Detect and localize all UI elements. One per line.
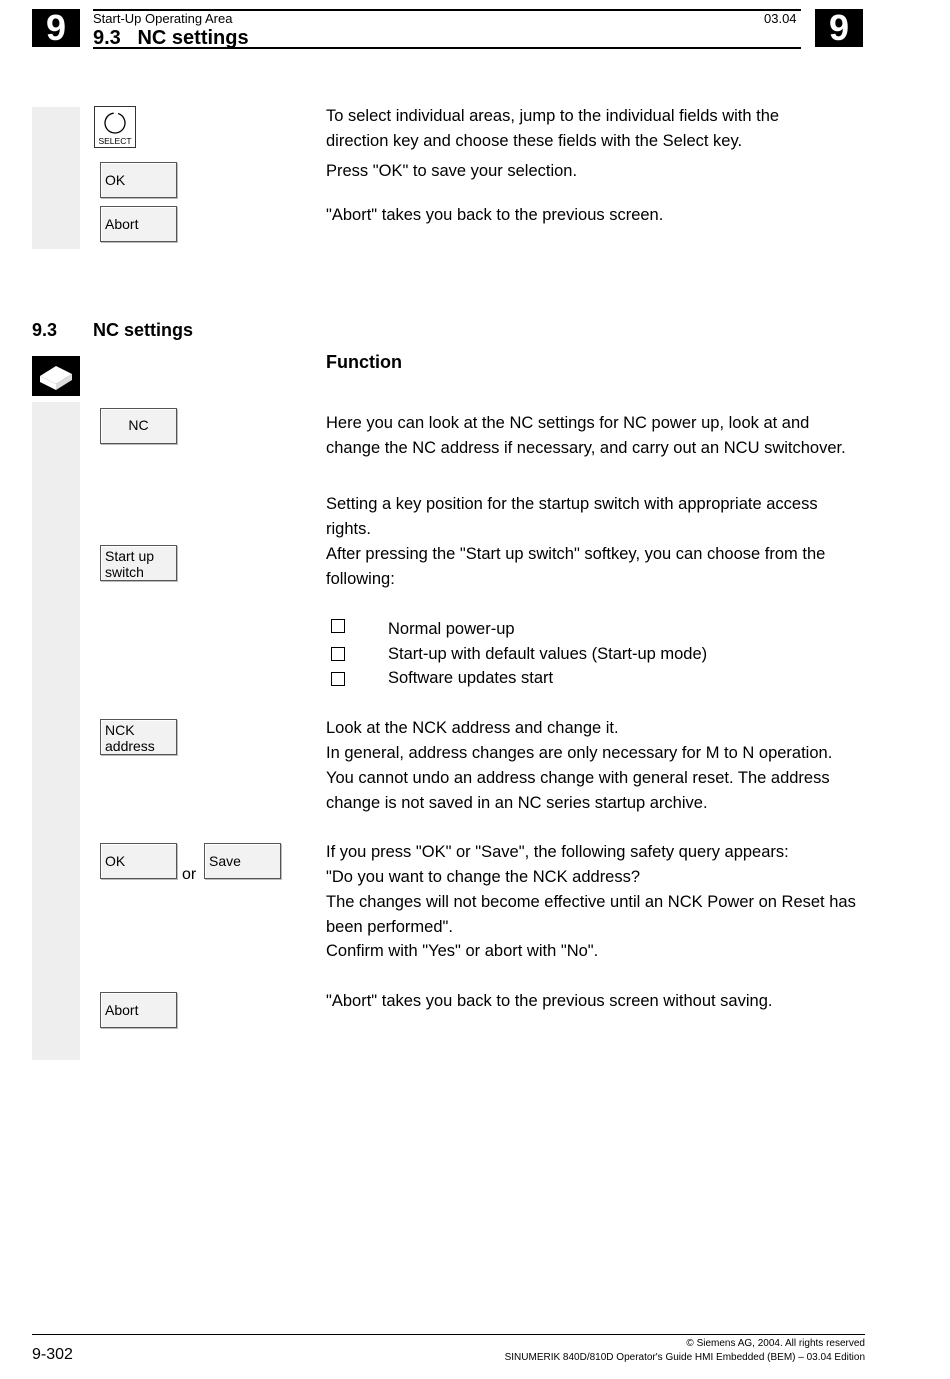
chapter-tab-left: 9 xyxy=(32,9,80,47)
select-key[interactable] xyxy=(94,106,136,148)
footer-doc-title: SINUMERIK 840D/810D Operator's Guide HMI Embedded (BEM) – 03.04 Edition xyxy=(504,1352,865,1363)
option-default-values: Start-up with default values (Start-up mode) xyxy=(388,645,708,663)
top-para-select: To select individual areas, jump to the individual fields with the direction key and choose these fields with the Select key. xyxy=(326,107,780,150)
nck-text-1: Look at the NCK address and change it. xyxy=(326,719,619,737)
abort-softkey[interactable]: Abort xyxy=(100,992,177,1028)
select-key-label: SELECT xyxy=(98,136,132,146)
save-softkey[interactable]: Save xyxy=(204,843,281,879)
margin-strip-main xyxy=(32,402,80,1060)
ok-save-text-3: The changes will not become effective until an NCK Power on Reset has been performed". xyxy=(326,893,856,936)
footer-rule xyxy=(32,1334,865,1335)
nck-address-softkey[interactable]: NCK address xyxy=(100,719,177,755)
section-number: 9.3 xyxy=(32,320,58,340)
ok-save-text-4: Confirm with "Yes" or abort with "No". xyxy=(326,942,599,960)
abort-softkey-top[interactable]: Abort xyxy=(100,206,177,242)
header-area: Start-Up Operating Area xyxy=(93,11,233,26)
abort-description: "Abort" takes you back to the previous screen without saving. xyxy=(326,992,773,1010)
section-title: NC settings xyxy=(93,320,194,340)
nc-softkey[interactable]: NC xyxy=(100,408,177,444)
ok-softkey[interactable]: OK xyxy=(100,843,177,879)
page-number: 9-302 xyxy=(32,1346,73,1363)
nck-text-3: You cannot undo an address change with general reset. The address change is not saved in an NC series startup archive. xyxy=(326,769,830,812)
header-bottom-rule xyxy=(93,47,801,49)
select-circle-icon xyxy=(95,109,135,137)
after-pressing-text: After pressing the "Start up switch" softkey, you can choose from the following: xyxy=(326,545,826,588)
option-checkbox xyxy=(331,672,345,686)
header-date: 03.04 xyxy=(764,11,797,26)
function-cube-icon xyxy=(32,356,80,396)
nc-description: Here you can look at the NC settings for NC power up, look at and change the NC address if necessary, and carry out an NCU switchover. xyxy=(326,414,846,457)
chapter-tab-right: 9 xyxy=(815,9,863,47)
nck-text-2: In general, address changes are only necessary for M to N operation. xyxy=(326,744,833,762)
option-checkbox xyxy=(331,647,345,661)
top-para-abort: "Abort" takes you back to the previous screen. xyxy=(326,206,664,224)
or-text: or xyxy=(182,866,197,883)
ok-save-text-1: If you press "OK" or "Save", the following safety query appears: xyxy=(326,843,789,861)
option-normal-powerup: Normal power-up xyxy=(388,620,515,638)
header-section-title: 9.3 NC settings xyxy=(93,27,249,49)
function-heading: Function xyxy=(326,352,402,372)
option-software-updates: Software updates start xyxy=(388,669,554,687)
ok-save-text-2: "Do you want to change the NCK address? xyxy=(326,868,641,886)
footer-copyright: © Siemens AG, 2004. All rights reserved xyxy=(686,1338,865,1349)
top-para-ok: Press "OK" to save your selection. xyxy=(326,162,578,180)
ok-softkey-top[interactable]: OK xyxy=(100,162,177,198)
key-position-text: Setting a key position for the startup switch with appropriate access rights. xyxy=(326,495,818,538)
startup-switch-softkey[interactable]: Start up switch xyxy=(100,545,177,581)
margin-strip-top xyxy=(32,107,80,249)
option-checkbox xyxy=(331,619,345,633)
